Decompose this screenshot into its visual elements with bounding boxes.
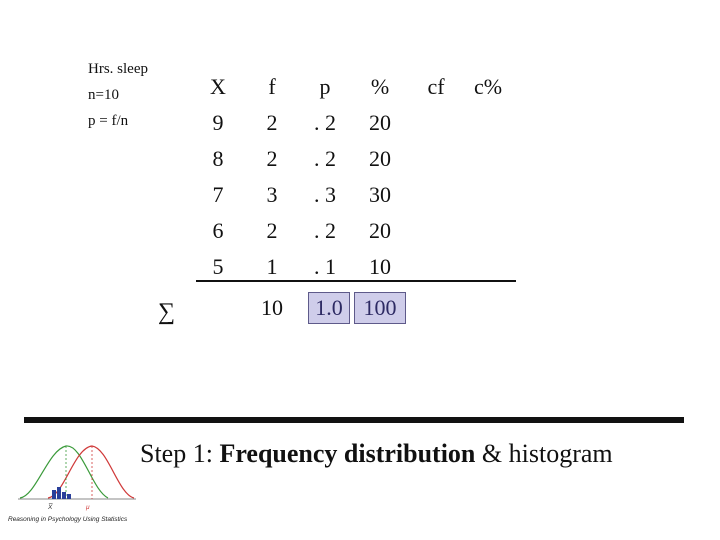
- header-cpercent: c%: [473, 74, 503, 99]
- note-formula: p = f/n: [88, 113, 129, 129]
- note-variable: Hrs. sleep: [88, 61, 148, 77]
- header-cf: cf: [427, 74, 445, 99]
- table-total-rule: [196, 280, 516, 282]
- cell-percent: 10: [369, 254, 391, 279]
- cell-p: . 3: [314, 182, 336, 207]
- cell-p: . 2: [314, 110, 336, 135]
- cell-p: . 2: [314, 146, 336, 171]
- cell-p: . 1: [314, 254, 336, 279]
- slide-caption: [140, 441, 613, 467]
- cell-f: 2: [266, 218, 278, 243]
- cell-x: 6: [212, 218, 224, 243]
- cell-f: 1: [266, 254, 278, 279]
- header-x: X: [210, 74, 226, 99]
- cell-x: 7: [212, 182, 224, 207]
- header-p: p: [319, 74, 331, 99]
- cell-x: 9: [212, 110, 224, 135]
- header-f: f: [268, 74, 276, 99]
- note-sample-size: n=10: [88, 87, 119, 103]
- sum-f: 10: [261, 295, 283, 320]
- sum-percent-box: 100: [354, 292, 406, 324]
- cell-percent: 20: [369, 146, 391, 171]
- caption-step: Step 1:: [140, 439, 213, 468]
- cell-f: 3: [266, 182, 278, 207]
- cell-x: 5: [212, 254, 224, 279]
- cell-percent: 20: [369, 218, 391, 243]
- cell-p: . 2: [314, 218, 336, 243]
- cell-f: 2: [266, 146, 278, 171]
- caption-amp: &: [481, 439, 503, 468]
- distribution-curves-icon: [8, 432, 138, 524]
- cell-x: 8: [212, 146, 224, 171]
- sum-symbol: ∑: [158, 299, 176, 325]
- logo-label-right: μ: [86, 504, 90, 511]
- sum-p-box: 1.0: [308, 292, 350, 324]
- cell-percent: 20: [369, 110, 391, 135]
- cell-percent: 30: [369, 182, 391, 207]
- logo-caption: Reasoning in Psychology Using Statistics: [8, 516, 128, 523]
- logo-label-left: X̅: [48, 504, 53, 511]
- caption-bold: Frequency distribution: [219, 439, 476, 468]
- cell-f: 2: [266, 110, 278, 135]
- footer-divider: [24, 417, 684, 423]
- course-logo: [8, 432, 138, 524]
- header-percent: %: [370, 74, 390, 99]
- caption-rest: histogram: [508, 439, 613, 468]
